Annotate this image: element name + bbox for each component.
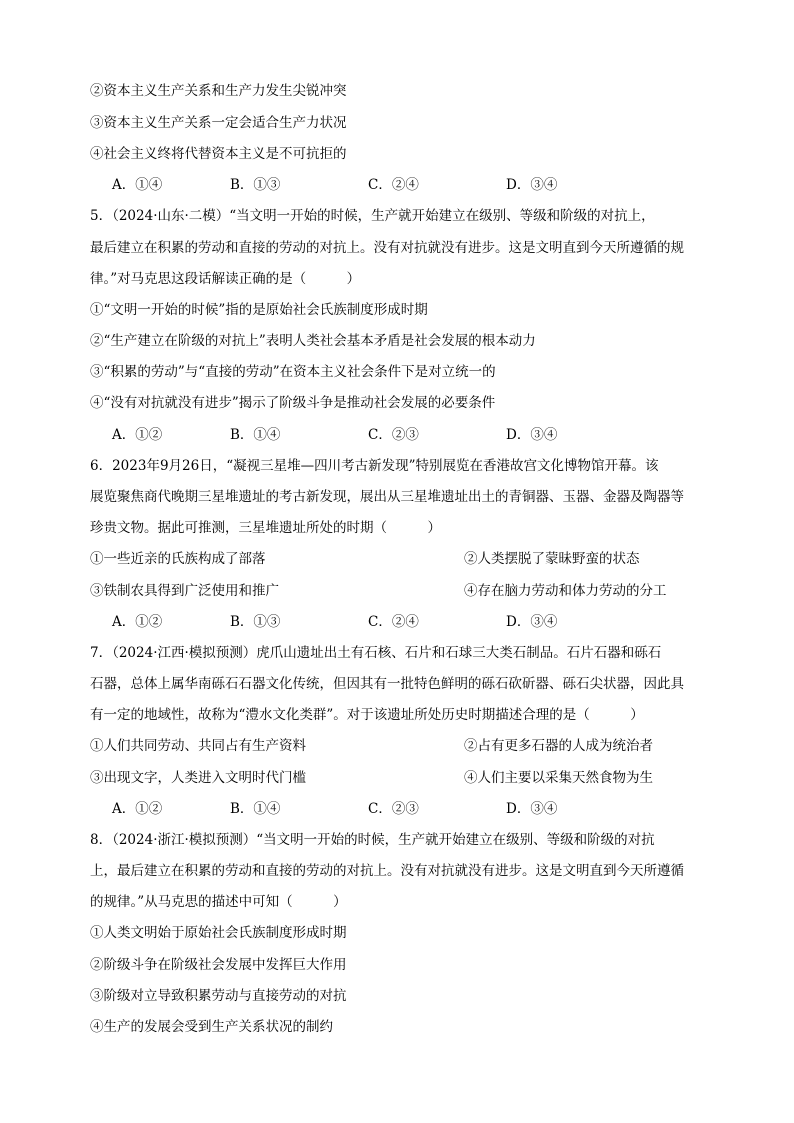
q5-statement-2: ②“生产建立在阶级的对抗上”表明人类社会基本矛盾是社会发展的根本动力 [90,333,536,349]
q5-stem-line-3: 律。”对马克思这段话解读正确的是（ ） [90,271,361,287]
q6-statement-3: ③铁制农具得到广泛使用和推广 [90,583,279,599]
q7-statement-1: ①人们共同劳动、共同占有生产资料 [90,738,306,754]
q7-stem-line-3: 有一定的地域性，故称为“澧水文化类群”。对于该遗址所处历史时期描述合理的是（ ） [90,707,644,723]
q8-stem-line-3: 的规律。”从马克思的描述中可知（ ） [90,894,347,910]
q8-statement-1: ①人类文明始于原始社会氏族制度形成时期 [90,925,347,941]
q4-option-b[interactable]: B．①③ [230,177,281,193]
q7-statement-row-1 [90,736,730,756]
q5-option-d[interactable]: D．③④ [506,427,558,443]
q4-option-c[interactable]: C．②④ [368,177,419,193]
q5-stem-line-1: 5．（2024·山东·二模）“当文明一开始的时候，生产就开始建立在级别、等级和阶级的对抗上， [90,208,655,224]
q6-statement-4: ④存在脑力劳动和体力劳动的分工 [464,583,667,599]
q4-option-a[interactable]: A．①④ [112,177,163,193]
q8-statement-4: ④生产的发展会受到生产关系状况的制约 [90,1019,333,1035]
q5-option-c[interactable]: C．②③ [368,427,419,443]
q7-statement-4: ④人们主要以采集天然食物为生 [464,770,653,786]
q7-stem-line-1: 7．（2024·江西·模拟预测）虎爪山遗址出土有石核、石片和石球三大类石制品。石片石器和砾石 [90,645,662,661]
q6-statement-2: ②人类摆脱了蒙昧野蛮的状态 [464,551,640,567]
q8-statement-2: ②阶级斗争在阶级社会发展中发挥巨大作用 [90,957,347,973]
q5-option-b[interactable]: B．①④ [230,427,281,443]
q8-stem-line-2: 上，最后建立在积累的劳动和直接的劳动的对抗上。没有对抗就没有进步。这是文明直到今天所遵循 [90,863,684,879]
q4-statement-4: ④社会主义终将代替资本主义是不可抗拒的 [90,146,347,162]
q4-statement-2: ②资本主义生产关系和生产力发生尖锐冲突 [90,83,347,99]
q7-option-a[interactable]: A．①② [112,801,163,817]
q7-option-d[interactable]: D．③④ [506,801,558,817]
q8-statement-3: ③阶级对立导致积累劳动与直接劳动的对抗 [90,988,347,1004]
q5-statement-4: ④“没有对抗就没有进步”揭示了阶级斗争是推动社会发展的必要条件 [90,395,496,411]
q5-option-a[interactable]: A．①② [112,427,163,443]
q6-stem-line-3: 珍贵文物。据此可推测，三星堆遗址所处的时期（ ） [90,520,441,536]
q4-statement-3: ③资本主义生产关系一定会适合生产力状况 [90,115,347,131]
q6-option-c[interactable]: C．②④ [368,614,419,630]
q6-option-d[interactable]: D．③④ [506,614,558,630]
q6-statement-row-1 [90,549,730,569]
q6-statement-row-2 [90,581,730,601]
q7-statement-2: ②占有更多石器的人成为统治者 [464,738,653,754]
q7-option-c[interactable]: C．②③ [368,801,419,817]
q7-stem-line-2: 石器，总体上属华南砾石石器文化传统，但因其有一批特色鲜明的砾石砍斫器、砾石尖状器，因此具 [90,676,684,692]
q5-stem-line-2: 最后建立在积累的劳动和直接的劳动的对抗上。没有对抗就没有进步。这是文明直到今天所遵循的规 [90,240,684,256]
q7-statement-3: ③出现文字，人类进入文明时代门槛 [90,770,306,786]
q6-stem-line-2: 展览聚焦商代晚期三星堆遗址的考古新发现，展出从三星堆遗址出土的青铜器、玉器、金器及陶器等 [90,489,684,505]
q6-option-a[interactable]: A．①② [112,614,163,630]
q4-option-d[interactable]: D．③④ [506,177,558,193]
q6-stem-line-1: 6．2023年9月26日，“凝视三星堆—四川考古新发现”特别展览在香港故宫文化博物馆开幕。该 [90,458,659,474]
q6-option-b[interactable]: B．①③ [230,614,281,630]
q5-statement-3: ③“积累的劳动”与“直接的劳动”在资本主义社会条件下是对立统一的 [90,364,496,380]
q7-option-b[interactable]: B．①④ [230,801,281,817]
q6-statement-1: ①一些近亲的氏族构成了部落 [90,551,266,567]
q8-stem-line-1: 8．（2024·浙江·模拟预测）“当文明一开始的时候，生产就开始建立在级别、等级和阶级的对抗 [90,832,655,848]
q5-statement-1: ①“文明一开始的时候”指的是原始社会氏族制度形成时期 [90,302,428,318]
q7-statement-row-2 [90,768,730,788]
